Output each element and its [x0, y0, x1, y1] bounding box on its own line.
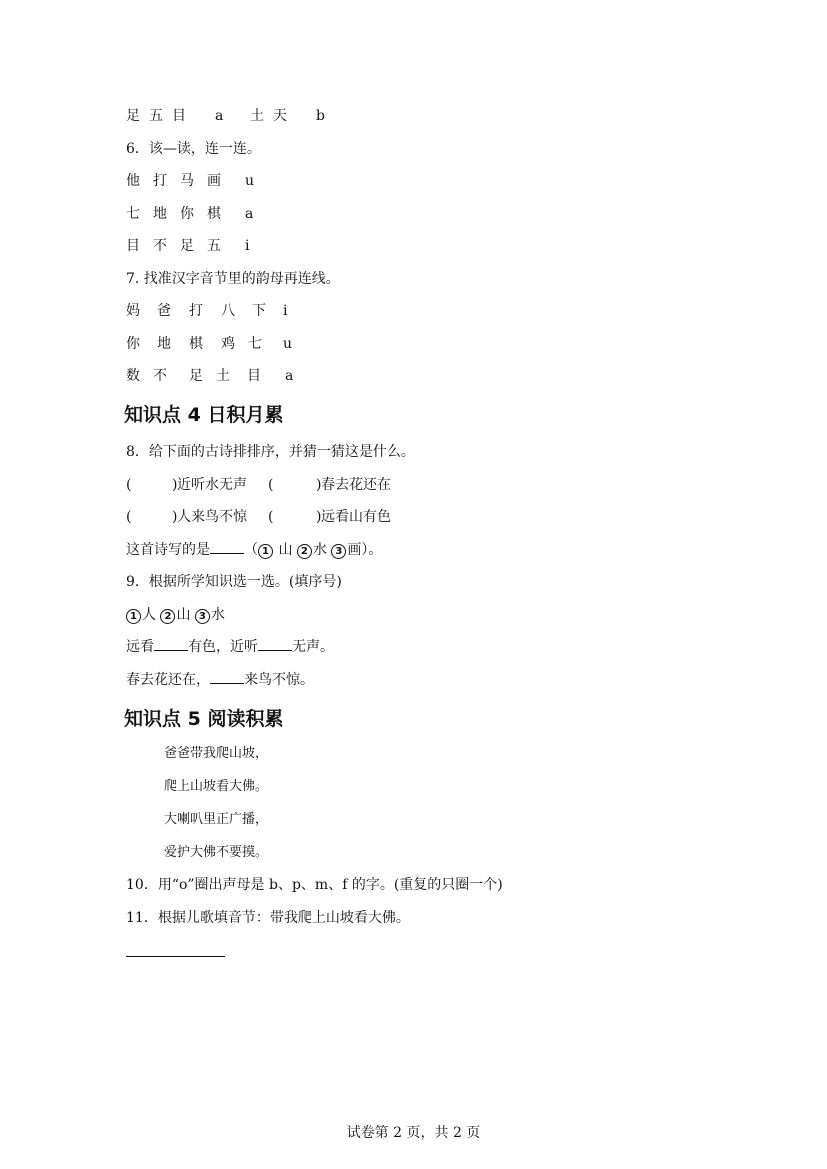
- answer-line[interactable]: [126, 956, 225, 957]
- answer-prefix: 这首诗写的是: [126, 542, 210, 558]
- close-paren: ）。: [361, 542, 383, 558]
- close-paren: ): [316, 509, 322, 525]
- poem-line: 近听水无声: [177, 477, 247, 493]
- char: 地: [157, 336, 171, 352]
- sentence-text: 有色，近听: [188, 639, 258, 655]
- question-9-options: [126, 606, 225, 624]
- poem-line: 人来鸟不惊: [177, 509, 247, 525]
- char: 目: [172, 108, 186, 124]
- char: 爸: [157, 303, 171, 319]
- sentence-text: 来鸟不惊。: [244, 672, 314, 688]
- close-paren: ): [172, 509, 178, 525]
- char: 棋: [207, 206, 221, 222]
- option-text: 山: [278, 542, 293, 558]
- char: 打: [153, 173, 167, 189]
- letter: a: [245, 206, 254, 222]
- close-paren: ): [172, 477, 178, 493]
- option-text: 水: [312, 542, 327, 558]
- open-paren: (: [126, 509, 132, 525]
- circled-number: 3: [195, 609, 210, 624]
- char: 打: [189, 303, 203, 319]
- char: 不: [153, 368, 167, 384]
- question-7-title: 7. 找准汉字音节里的韵母再连线。: [126, 271, 340, 287]
- question-6-title: 6．该—读，连一连。: [126, 141, 261, 157]
- poem-line: 大喇叭里正广播，: [164, 812, 269, 827]
- letter: u: [283, 336, 293, 352]
- char: 你: [126, 336, 140, 352]
- char: 土: [216, 368, 230, 384]
- char: 妈: [126, 303, 140, 319]
- char: 数: [126, 368, 140, 384]
- char: 五: [207, 238, 221, 254]
- open-paren: (: [268, 477, 274, 493]
- char: 足: [126, 108, 140, 124]
- question-9-title: 9．根据所学知识选一选。(填序号): [126, 574, 342, 590]
- option-text: 山: [176, 607, 191, 623]
- answer-blank[interactable]: [210, 541, 244, 554]
- answer-blank[interactable]: [210, 671, 244, 684]
- option-text: 水: [210, 607, 225, 623]
- circled-number: 1: [258, 544, 273, 559]
- poem-line: 远看山有色: [321, 509, 391, 525]
- letter: a: [285, 368, 294, 384]
- char: 你: [180, 206, 194, 222]
- char: 目: [247, 368, 261, 384]
- poem-line: 爱护大佛不要摸。: [164, 845, 269, 860]
- question-9-sentence-2: [126, 671, 314, 689]
- char: 画: [207, 173, 221, 189]
- letter: a: [215, 108, 224, 124]
- question-10-title: 10．用“o”圈出声母是 b、p、m、f 的字。(重复的只圈一个): [126, 877, 503, 893]
- circled-number: 3: [331, 544, 346, 559]
- letter: i: [283, 303, 288, 319]
- char: 下: [252, 303, 266, 319]
- answer-blank[interactable]: [154, 638, 188, 651]
- section-4-heading: 知识点 4 日积月累: [124, 404, 284, 426]
- sentence-text: 无声。: [292, 639, 334, 655]
- open-paren: (: [268, 509, 274, 525]
- char: 鸡: [221, 336, 235, 352]
- circled-number: 2: [160, 609, 175, 624]
- option-text: 画: [347, 542, 362, 558]
- char: 棋: [189, 336, 203, 352]
- question-11-title: 11．根据儿歌填音节：带我爬上山坡看大佛。: [126, 910, 410, 926]
- char: 他: [126, 173, 140, 189]
- letter: u: [245, 173, 255, 189]
- question-9-sentence-1: [126, 638, 334, 656]
- poem-line: 爸爸带我爬山坡，: [164, 746, 269, 761]
- char: 目: [126, 238, 140, 254]
- char: 马: [180, 173, 194, 189]
- char: 土: [250, 108, 264, 124]
- char: 足: [189, 368, 203, 384]
- char: 八: [221, 303, 235, 319]
- letter: b: [316, 108, 325, 124]
- question-8-title: 8．给下面的古诗排排序，并猜一猜这是什么。: [126, 444, 415, 460]
- char: 天: [273, 108, 287, 124]
- open-paren: （: [244, 542, 258, 558]
- close-paren: ): [316, 477, 322, 493]
- circled-number: 1: [126, 609, 141, 624]
- sentence-text: 远看: [126, 639, 154, 655]
- poem-line: 春去花还在: [321, 477, 391, 493]
- char: 不: [153, 238, 167, 254]
- answer-blank[interactable]: [258, 638, 292, 651]
- circled-number: 2: [297, 544, 312, 559]
- page-footer: 试卷第 2 页，共 2 页: [346, 1125, 481, 1141]
- char: 七: [248, 336, 262, 352]
- char: 地: [153, 206, 167, 222]
- char: 五: [149, 108, 163, 124]
- open-paren: (: [126, 477, 132, 493]
- poem-line: 爬上山坡看大佛。: [164, 779, 269, 794]
- section-5-heading: 知识点 5 阅读积累: [124, 708, 284, 730]
- sentence-text: 春去花还在，: [126, 672, 210, 688]
- char: 足: [180, 238, 194, 254]
- char: 七: [126, 206, 140, 222]
- question-8-answer: [126, 541, 382, 559]
- option-text: 人: [142, 607, 156, 623]
- letter: i: [245, 238, 250, 254]
